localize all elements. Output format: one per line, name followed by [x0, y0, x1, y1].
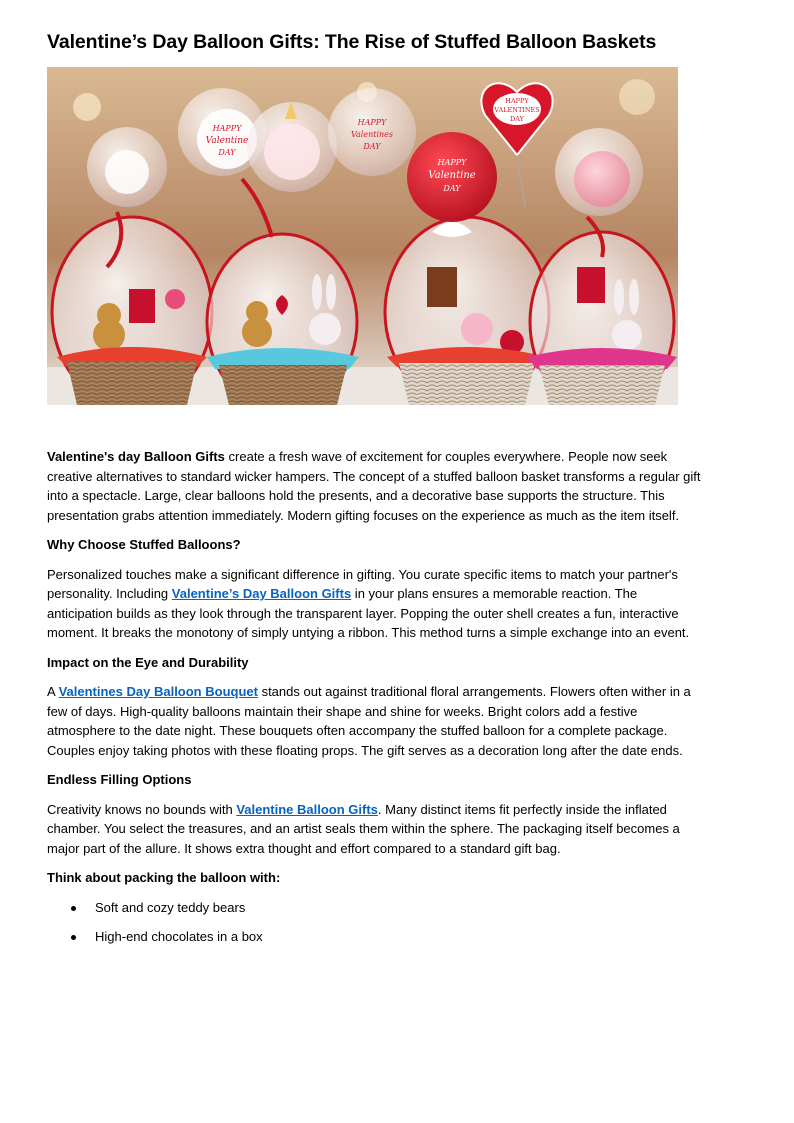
balloon-baskets-illustration: [47, 67, 678, 405]
list-item: [47, 898, 702, 918]
list-item: [47, 927, 702, 947]
balloon-label-4-line3: DAY: [510, 115, 524, 123]
valentines-day-balloon-bouquet-link[interactable]: Valentines Day Balloon Bouquet: [58, 684, 258, 699]
section1-heading: Why Choose Stuffed Balloons?: [47, 537, 241, 552]
intro-lead: Valentine's day Balloon Gifts: [47, 449, 225, 464]
valentines-day-balloon-gifts-link[interactable]: Valentine’s Day Balloon Gifts: [171, 586, 352, 601]
balloon-label-3-line3: DAY: [443, 184, 461, 193]
bullet-icon: [71, 935, 76, 940]
balloon-label-2-line1: HAPPY: [357, 118, 387, 127]
balloon-label-2-line2: Valentines: [350, 130, 394, 139]
section2-heading: Impact on the Eye and Durability: [47, 654, 249, 670]
section3-text-before: Creativity knows no bounds with: [47, 801, 237, 817]
balloon-label-3-line2: Valentine: [428, 170, 476, 181]
balloon-label-4-line2: VALENTINES: [494, 106, 540, 114]
article-body: [47, 447, 702, 957]
balloon-label-1-line1: HAPPY: [212, 124, 242, 133]
section1-paragraph: [47, 565, 702, 643]
list-item-text: High-end chocolates in a box: [95, 929, 263, 944]
section1-text-after: in your plans ensures a memorable reaction. The anticipation builds as they look through the transparent layer. Popping the outer shell creates a fun, interactive moment. It breaks the monotony of simply untying a ribbon. This method turns a simple exchange into an event.: [47, 586, 690, 640]
section2-paragraph: [47, 682, 702, 760]
section3-text-after: . Many distinct items fit perfectly inside the inflated chamber. You select the treasures, and an artist seals them within the sphere. The packaging itself becomes a major part of the allure. It shows extra thought and effort compared to a standard gift bag.: [47, 801, 680, 856]
balloon-label-4-line1: HAPPY: [505, 97, 529, 105]
bullet-icon: [71, 906, 76, 911]
intro-paragraph: [47, 447, 702, 525]
document-page: [47, 30, 702, 944]
section3-heading: Endless Filling Options: [47, 772, 192, 787]
list-item-text: Soft and cozy teddy bears: [95, 899, 246, 915]
section1-text-before: Personalized touches make a significant difference in gifting. You curate specific items to match your partner's personality. Including: [47, 566, 678, 601]
balloon-label-3-line1: HAPPY: [437, 158, 467, 167]
filling-options-list: [47, 898, 702, 947]
hero-image: [47, 67, 678, 405]
valentine-balloon-gifts-link[interactable]: Valentine Balloon Gifts: [236, 801, 378, 817]
balloon-label-1-line2: Valentine: [205, 136, 249, 146]
balloon-label-2-line3: DAY: [363, 142, 381, 151]
page-title: Valentine’s Day Balloon Gifts: The Rise of Stuffed Balloon Baskets: [47, 31, 657, 53]
intro-text: create a fresh wave of excitement for couples everywhere. People now seek creative alternatives to standard wicker hampers. The concept of a stuffed balloon basket transforms a regular gift into a spectacle. Large, clear balloons hold the presents, and a decorative base supports the structure. This presentation grabs attention immediately. Modern gifting focuses on the experience as much as the item itself.: [47, 449, 701, 523]
section2-text-before: A: [47, 684, 59, 699]
list-heading: Think about packing the balloon with:: [47, 870, 281, 885]
section3-paragraph: [47, 800, 702, 859]
balloon-label-1-line3: DAY: [218, 148, 236, 157]
section2-text-after: stands out against traditional floral arrangements. Flowers often wither in a few of days. High-quality balloons maintain their shape and shine for weeks. Bright colors add a festive atmosphere to the date night. These bouquets often accompany the stuffed balloon for a complete package. Couples enjoy taking photos with these floating props. The gift serves as a decoration long after the date ends.: [47, 684, 691, 758]
